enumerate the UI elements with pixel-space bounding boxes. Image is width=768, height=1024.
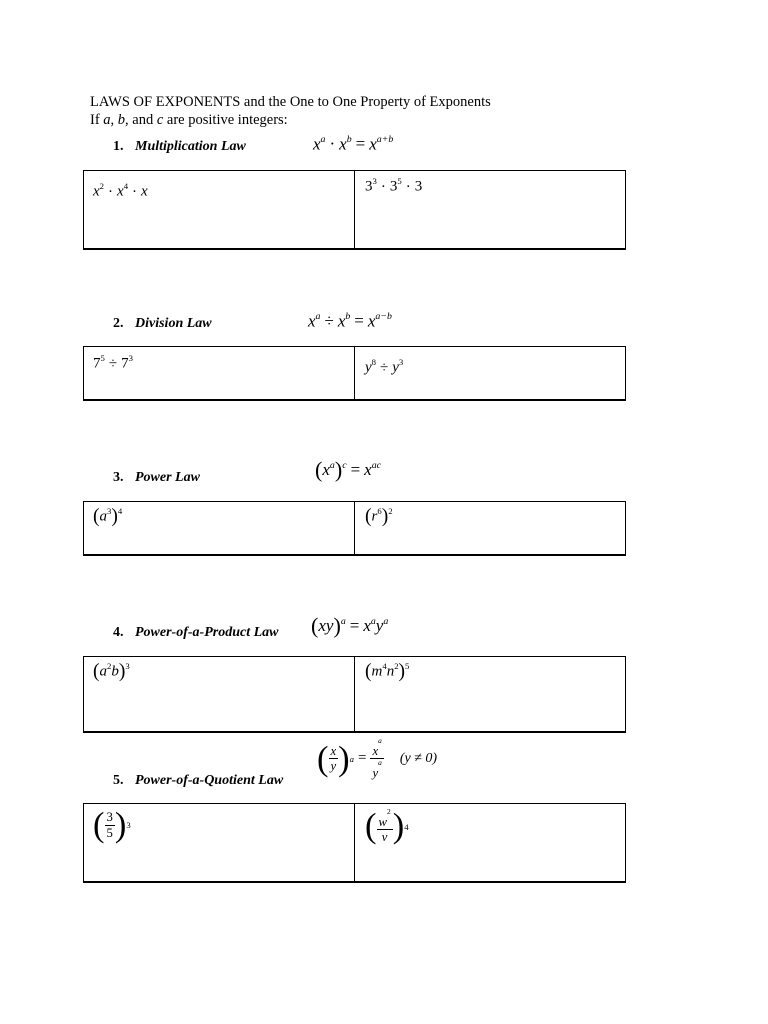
box-divider	[354, 657, 355, 731]
box-divider	[354, 502, 355, 554]
intro-line: If a, b, and c are positive integers:	[90, 112, 288, 128]
law-1-left-problem: $x^2 \cdot x^4 \cdot x$	[93, 181, 148, 200]
law-5-right-problem: ( $\frac{w^2}{v}$ ) 4	[365, 807, 409, 846]
law-2-practice-box	[83, 346, 626, 401]
law-4-left-problem: $(a^2b)^3$	[93, 661, 130, 683]
law-3-left-problem: $(a^3)^4$	[93, 506, 123, 528]
law-2-left-problem: $7^5 \div 7^3$	[93, 353, 133, 372]
law-5-formula: ( $\frac{x}{y}$ ) a = $\frac{x^a}{y^a}$ (y ≠ 0)	[317, 736, 438, 781]
law-2-label: 2. Division Law	[113, 316, 212, 331]
law-1-right-problem: $3^3 \cdot 3^5 \cdot 3$	[365, 176, 423, 195]
law-3-label: 3. Power Law	[113, 470, 200, 485]
law-3-formula: $(x^a)^c = x^{ac}$	[315, 457, 381, 482]
law-4-practice-box	[83, 656, 626, 733]
law-4-label: 4. Power-of-a-Product Law	[113, 625, 279, 640]
worksheet-title: LAWS OF EXPONENTS and the One to One Property of Exponents	[90, 94, 491, 110]
law-2-formula: $x^a \div x^b = x^{a-b}$	[308, 311, 392, 331]
box-divider	[354, 347, 355, 399]
law-4-formula: $(xy)^a = x^ay^a$	[311, 613, 389, 638]
law-5-practice-box	[83, 803, 626, 883]
law-3-right-problem: $(r^6)^2$	[365, 506, 393, 528]
law-4-right-problem: $(m^4n^2)^5$	[365, 661, 410, 683]
box-divider	[354, 171, 355, 248]
law-1-label: 1. Multiplication Law	[113, 139, 246, 154]
law-5-left-problem: ( $\frac{3}{5}$ ) 3	[93, 806, 131, 844]
law-3-practice-box	[83, 501, 626, 556]
law-5-label: 5. Power-of-a-Quotient Law	[113, 773, 284, 788]
law-1-practice-box	[83, 170, 626, 250]
law-2-right-problem: $y^8 \div y^3$	[365, 357, 404, 376]
box-divider	[354, 804, 355, 881]
law-1-formula: $x^a \cdot x^b = x^{a+b}$	[313, 134, 394, 154]
